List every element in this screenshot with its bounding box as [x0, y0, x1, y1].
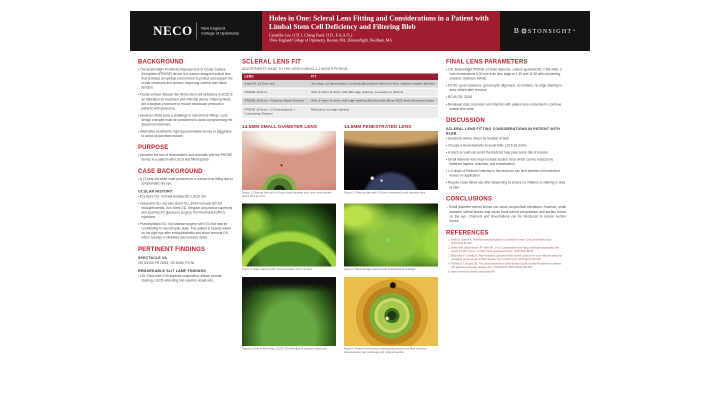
final-lens-bullets: [446, 68, 566, 112]
bullet-item: • Small diameter lens may increase suction force which can be reduced by flattened haptics, channels, and fenestrations.: [446, 158, 566, 167]
poster-body: [130, 51, 590, 397]
bullet-item: • Dry Eyes OU, Corneal Ectasia OD, LSCD OD: [138, 194, 234, 199]
bullet-item: • Reviewed risks of erosion and infection with patient who consented to continue scleral lens wear.: [446, 102, 566, 111]
figure-row-3: [242, 277, 438, 358]
bostonsight-rest: STONSIGHT: [527, 27, 573, 35]
poster-viewport: [130, 11, 590, 397]
figure-2-photo: [344, 131, 438, 190]
neco-wordmark: NECO: [153, 23, 193, 38]
bostonsight-letter-b: B: [513, 26, 520, 35]
bullet-item: • A 72 year old white male presents for a contact lens fitting due to symptomatic dry eye.: [138, 177, 234, 186]
section-conclusions-title: CONCLUSIONS: [446, 194, 492, 202]
bullet-item: • The BostonSight Prosthetic Replacement of Ocular Surface Ecosystem (PROSE) device is a custom designed scleral lens that provides an optimal environment to protect and support the ocular structures and surface, improving comfort and visual function.: [138, 68, 234, 91]
reference-item: 3. Rosenthal P, Croteau A. Fluid-ventilated, gas-permeable scleral contact lens is an effective option for managing severe ocular surface disease. Eye Contact Lens. 2005;31(3):130-134.: [451, 254, 566, 261]
bullet-item: • Ocular surface disease like limbal stem cell deficiency (LSCD) is an indication for treatment with PROSE device. Filtering blebs are a surgical procedure to reduce intraocular pressure in patients with glaucoma.: [138, 93, 234, 111]
discussion-subtitle: SCLERAL LENS FITTING CONSIDERATIONS IN PATIENT WITH BLEB:: [446, 126, 560, 136]
figure-4-caption: Figure 4: Minimal edge staining with fenestrated lens design: [344, 268, 416, 272]
conclusions-text: – Small diameter scleral lenses can avoid conjunctival elevations. However, small diameter scleral lenses may cause focal scleral compression and suction forces on the eye. Channels and fenestrations can be introduced to reduce suction forces: [446, 205, 566, 224]
bullet-item: • Pseudophakia OU, s/p cataract surgery with IOL that may be contributing to neurotrophic state. The patient is heavily reliant on his right eye after endophthalmitis and shunt removal OS, which resulted in distorted and reduced vision.: [138, 222, 234, 240]
gear-icon: [520, 28, 527, 35]
column-header-fit: FIT: [309, 74, 438, 81]
discussion-bullets: [446, 136, 566, 189]
figure-1-photo: [242, 131, 336, 190]
figure-4-photo: [344, 204, 438, 267]
figure-row-2: [242, 204, 438, 275]
bullet-item: • OD: BostonSight PROSE 14.5mm diameter, custom quadrant BC 7.6/8.4mm, 2 hole fenestrations 0.30 mm from lens edge at 1:30 and 11:30 with connecting channel; Optimum Infinite: [446, 68, 566, 82]
table-row: [242, 97, 438, 106]
figure-3-caption: Figure 3: Edge staining with non-fenestrated 14.5 mm lens: [242, 268, 312, 272]
ocular-history-bullets: [138, 194, 234, 240]
bullet-item: • Alternative treatments: rigid gas permeable lenses or piggyback to avoid conjunctival erosion.: [138, 130, 234, 139]
right-column: [446, 57, 566, 392]
figure-5: [242, 277, 336, 358]
bullet-item: • OD: Thick bleb 2:00 superior conjunctiva, diffuse corneal staining, LSCD extending into superior visual axis.: [138, 274, 234, 283]
registered-mark: ®: [572, 29, 577, 33]
table-note: ADJUSTMENTS MADE TO THE LENS DURING A 2 MONTH PERIOD:: [242, 67, 349, 71]
section-references-title: REFERENCES: [446, 228, 489, 236]
bullet-item: • Require close follow ups after dispensing to ensure no irritation or staining in area of bleb: [446, 181, 566, 190]
figure-2: [344, 131, 438, 202]
slit-lamp-label: REMARKABLE SLIT LAMP FINDINGS: [138, 268, 206, 273]
bullet-item: • Fit OD: good clearance, good haptic alignment, no bubbles, no edge staining in area of bleb after removal: [446, 84, 566, 93]
table-row: [242, 88, 438, 97]
section-pertinent-findings-title: PERTINENT FINDINGS: [138, 245, 206, 253]
lens-photo-headings: [242, 124, 438, 129]
figure-2-caption: Figure 2: Filtering bleb with 14.5mm fenestrated small diameter lens.: [344, 191, 426, 195]
scientific-poster: [130, 11, 590, 397]
neco-logo: [130, 11, 262, 51]
background-bullets: [138, 68, 234, 139]
left-column: [138, 57, 234, 392]
fenestrated-heading: 14.5MM FENESTRATED LENS: [344, 123, 412, 129]
bullet-item: • A notch or vault can avoid the bleb but may pose some risk of erosion.: [446, 150, 566, 155]
figure-3: [242, 204, 336, 275]
table-body: [242, 80, 438, 118]
spectacle-va-value: OD 20/100 PH 20/25, OS 20/60, PH NI: [138, 261, 195, 265]
small-diameter-heading: 14.5MM SMALL DIAMETER LENS: [242, 123, 318, 129]
poster-affiliation: 1New England College of Optometry, Boston, MA; 2BostonSight, Needham, MA: [269, 38, 392, 43]
fit-cell: After 3 hours of wear: mild edge staining 360 and mild diffuse MCE and mild scarred base: [309, 97, 438, 106]
bullet-item: • 1-2 drops of Refresh Celluvisc in the reservoir can limit bubbles in fenestrated lenses on application: [446, 169, 566, 178]
lens-fit-table: [242, 74, 438, 119]
figure-5-photo: [242, 277, 336, 346]
slit-lamp-bullets: [138, 274, 234, 283]
bullet-item: • However, blebs pose a challenge in scleral lens fittings. Lens design changes must be considered to avoid compromising the glaucoma treatment.: [138, 113, 234, 127]
references-list: [451, 238, 566, 273]
logo-divider: [197, 23, 198, 40]
section-purpose-title: PURPOSE: [138, 143, 169, 151]
poster-header: [130, 11, 590, 51]
figure-3-photo: [242, 204, 336, 267]
figure-6-photo: [344, 277, 438, 346]
section-case-background-title: CASE BACKGROUND: [138, 167, 203, 175]
figure-6: [344, 277, 438, 358]
lens-cell: Initial Fit: 16.0mm trial: [242, 80, 309, 88]
section-discussion-title: DISCUSSION: [446, 116, 485, 124]
poster-authors: Camellia Lee, O.D.1, Chirag Patel, O.D., F.A.A.O.2: [269, 33, 353, 38]
lens-cell: PROSE 14.5mm: [242, 88, 309, 97]
figure-1: [242, 131, 336, 202]
neco-subtitle: [201, 26, 239, 36]
figure-6-caption: Figure 6: Raised fenestrations allowing fluorescein into fluid reservoir; demonstrating tear exchange and reduced suction: [344, 347, 427, 354]
column-header-lens: LENS: [242, 74, 309, 81]
fit-cell: Minimal to no edge staining: [309, 106, 438, 119]
case-intro-bullets: [138, 177, 234, 186]
reference-item: 1. Fadel D, Kramer E. Potential contraindications to scleral lens wear. Cont Lens Anterior Eye. 2019;42(1):92-103.: [451, 238, 566, 245]
spectacle-va-label: SPECTACLE VA: [138, 255, 168, 260]
lens-cell: PROSE 14.5mm + Superior Nasal Channel: [242, 97, 309, 106]
figure-1-caption: Figure 1: Filtering bleb with 14.5mm small diameter lens; lens rests entirely above bleb by 2mm: [242, 191, 332, 199]
bullet-item: • Choose a small diameter to avoid bleb, (14.5-15.0mm): [446, 143, 566, 148]
figure-row-1: [242, 131, 438, 202]
section-background-title: BACKGROUND: [138, 58, 184, 65]
bullet-item: • Glaucoma OU, s/p tube shunt OU, shunt removal OD 2/2 endophthalmitis, Xen Stent OD. Irregular conjunctiva superiorly and scarring 2/2 glaucoma surgery, h/o Fluorouracil (5FU) injections: [138, 201, 234, 219]
bullet-item: • Describe the use of fenestrations and channels with the PROSE device in a patient with LSCD and filtering bleb: [138, 153, 234, 162]
reference-item: 4. Tanhehco T, Jacobs DS. The clinical experience of the Boston Ocular Surface Prosthesis in patients with glaucoma drainage devices. Am J Ophthalmol. 2009;148(2):302-305.: [451, 262, 566, 269]
bullet-item: • BCVA OD: 20/30: [446, 95, 566, 100]
reference-item: 5. https://commons.pacificu.edu/cases/34/: [451, 270, 566, 273]
middle-column: [242, 57, 438, 392]
lens-cell: PROSE 14.5mm + 2 Fenestrations + Connecting Channel: [242, 106, 309, 119]
ocular-history-label: OCULAR HISTORY:: [138, 188, 174, 194]
fit-cell: After 4 hours of wear: mild 360 edge staining, no erosion or defects: [309, 88, 438, 97]
bostonsight-wordmark: [514, 27, 576, 36]
fit-cell: Too large, inf decentration, mechanically pushed inferior by bleb, requires smaller diameter: [309, 80, 438, 88]
figure-4: [344, 204, 438, 275]
reference-item: 2. Walker MK, Bergmanson JP, Miller WL, et al. Complications and fitting challenges associated with scleral contact lenses: a review. Cont Lens Anterior Eye. 2016;39(2):88-96.: [451, 246, 566, 253]
neco-subtitle-line1: New England: [201, 26, 225, 31]
table-row: [242, 80, 438, 88]
section-scleral-lens-fit-title: SCLERAL LENS FIT: [242, 58, 301, 65]
purpose-bullets: [138, 153, 234, 162]
neco-subtitle-line2: College of Optometry: [201, 31, 239, 36]
poster-title: Holes in One: Scleral Lens Fitting and Considerations in a Patient with Limbal Stem Cell Deficiency and Filtering Bleb: [269, 14, 489, 32]
table-row: [242, 106, 438, 119]
figure-5-caption: Figure 5: Prior to lens wear: LSCD OD extending to superior visual axis.: [242, 347, 328, 351]
section-final-lens-parameters-title: FINAL LENS PARAMETERS: [446, 58, 528, 65]
title-banner: [262, 11, 500, 51]
bullet-item: • Decisions will be driven by location of bleb: [446, 136, 566, 141]
bostonsight-logo: [500, 11, 590, 51]
